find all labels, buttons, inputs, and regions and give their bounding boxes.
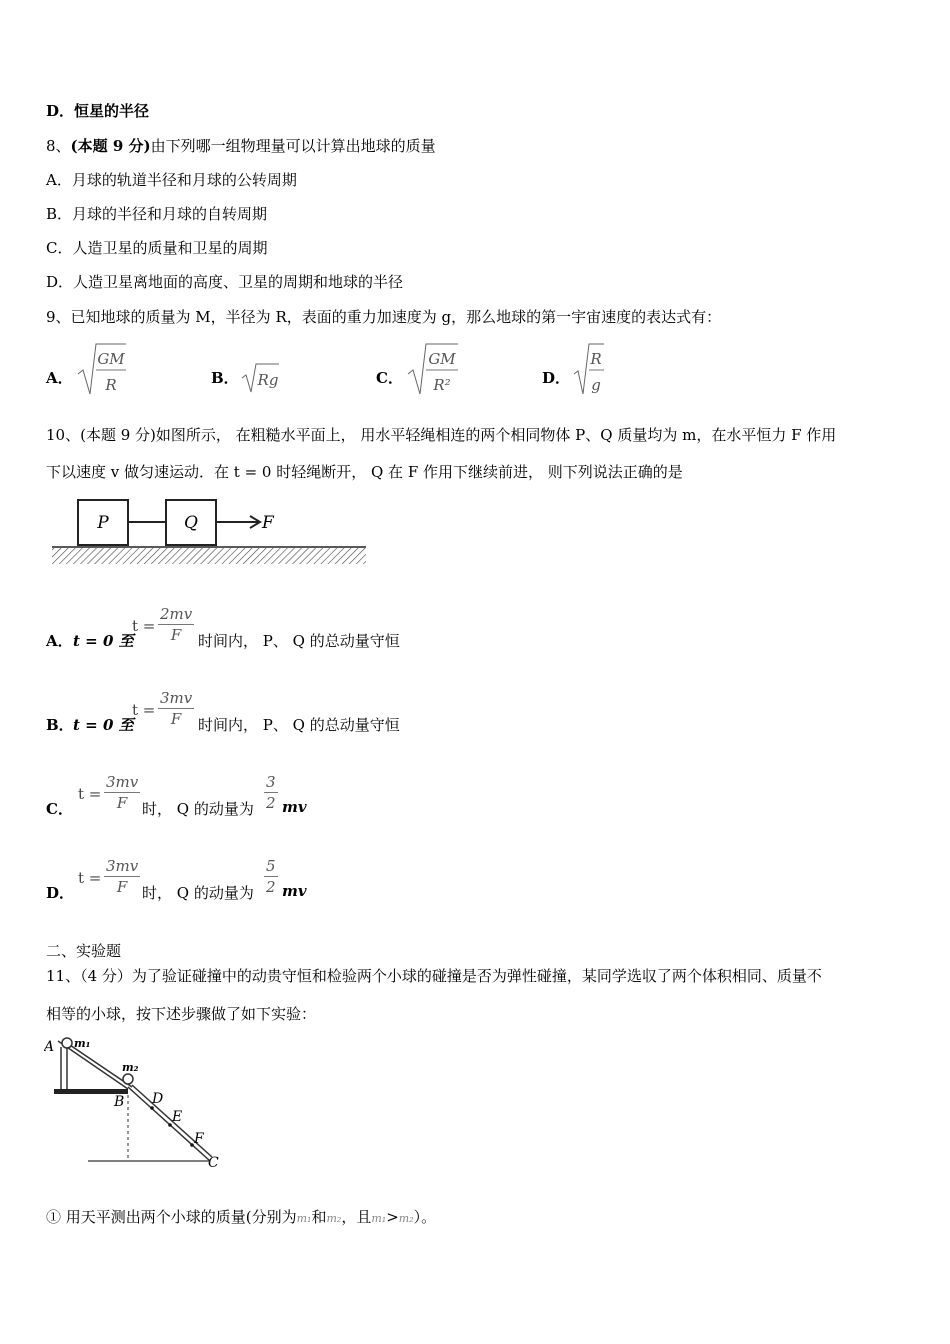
q8-option-a: A．月球的轨道半径和月球的公转周期 <box>46 171 297 189</box>
sqrt-expr: Rg <box>257 371 279 389</box>
ground-hatch <box>52 548 366 564</box>
t-eq: t = <box>78 869 102 887</box>
label-c: C <box>208 1155 219 1171</box>
block-q-label: Q <box>184 513 198 533</box>
fraction: $\frac{3mv}{F}$ <box>106 773 139 812</box>
frac-den: R² <box>433 376 451 394</box>
q9-stem: 9、已知地球的质量为 M，半径为 R，表面的重力加速度为 g，那么地球的第一宇宙速度的表达式有： <box>46 308 722 326</box>
label-d: D <box>152 1091 164 1107</box>
section-title: 二、实验题 <box>46 942 122 960</box>
q8-option-c: C．人造卫星的质量和卫星的周期 <box>46 239 268 257</box>
block-p-label: P <box>97 513 109 533</box>
q11-stem-line1: 11、（4 分）为了验证碰撞中的动贵守恒和检验两个小球的碰撞是否为弹性碰撞，某同学选収了两个体积相同、质量不 <box>46 967 822 985</box>
ball-m1 <box>62 1038 72 1048</box>
coefficient: $\frac{5}{2}$ <box>266 857 276 896</box>
ball-m2 <box>123 1074 133 1084</box>
t-eq: t = <box>132 701 156 719</box>
sqrt-frac-c <box>404 340 504 400</box>
q10-stem-line2: 下以速度 v 做匀速运动．在 t = 0 时轻绳断开， Q 在 F 作用下继续前进， 则下列说法正确的是 <box>46 463 683 481</box>
frac-den: g <box>591 376 601 394</box>
frac-den: R <box>105 376 117 394</box>
q10-stem-line1: 10、(本题 9 分)如图所示， 在粗糙水平面上， 用水平轻绳相连的两个相同物体 P、Q 质量均为 m，在水平恒力 F 作用 <box>46 426 837 444</box>
label-f: F <box>194 1131 204 1147</box>
t-eq: t = <box>132 617 156 635</box>
t-eq: t = <box>78 785 102 803</box>
q8-option-b: B．月球的半径和月球的自转周期 <box>46 205 268 223</box>
q8-option-d: D．人造卫星离地面的高度、卫星的周期和地球的半径 <box>46 273 404 291</box>
fraction: $\frac{3mv}{F}$ <box>160 689 193 728</box>
q11-stem-line2: 相等的小球，按下述步骤做了如下实验： <box>46 1005 317 1023</box>
force-label: F <box>262 513 274 533</box>
fraction: $\frac{2mv}{F}$ <box>160 605 193 644</box>
sqrt-b <box>239 356 299 396</box>
frac-num: GM <box>428 350 456 368</box>
fraction: $\frac{3mv}{F}$ <box>106 857 139 896</box>
coefficient: $\frac{3}{2}$ <box>266 773 276 812</box>
q11-figure <box>44 1033 234 1173</box>
q8-stem: 8、(本题 9 分)由下列哪一组物理量可以计算出地球的质量 <box>46 137 436 155</box>
label-b: B <box>114 1094 125 1110</box>
sqrt-frac-d <box>570 340 630 400</box>
q11-step1: ① 用天平测出两个小球的质量(分别为m₁和m₂，且m₁>m₂）。 <box>46 1208 437 1226</box>
frac-num: R <box>590 350 602 368</box>
label-m1: m₁ <box>74 1037 91 1050</box>
q10-figure <box>50 495 370 570</box>
label-m2: m₂ <box>122 1061 139 1074</box>
label-a: A <box>44 1039 55 1055</box>
q7-option-d: D．恒星的半径 <box>46 102 150 120</box>
label-e: E <box>172 1109 183 1125</box>
sqrt-frac-a <box>74 340 174 400</box>
frac-num: GM <box>97 350 125 368</box>
